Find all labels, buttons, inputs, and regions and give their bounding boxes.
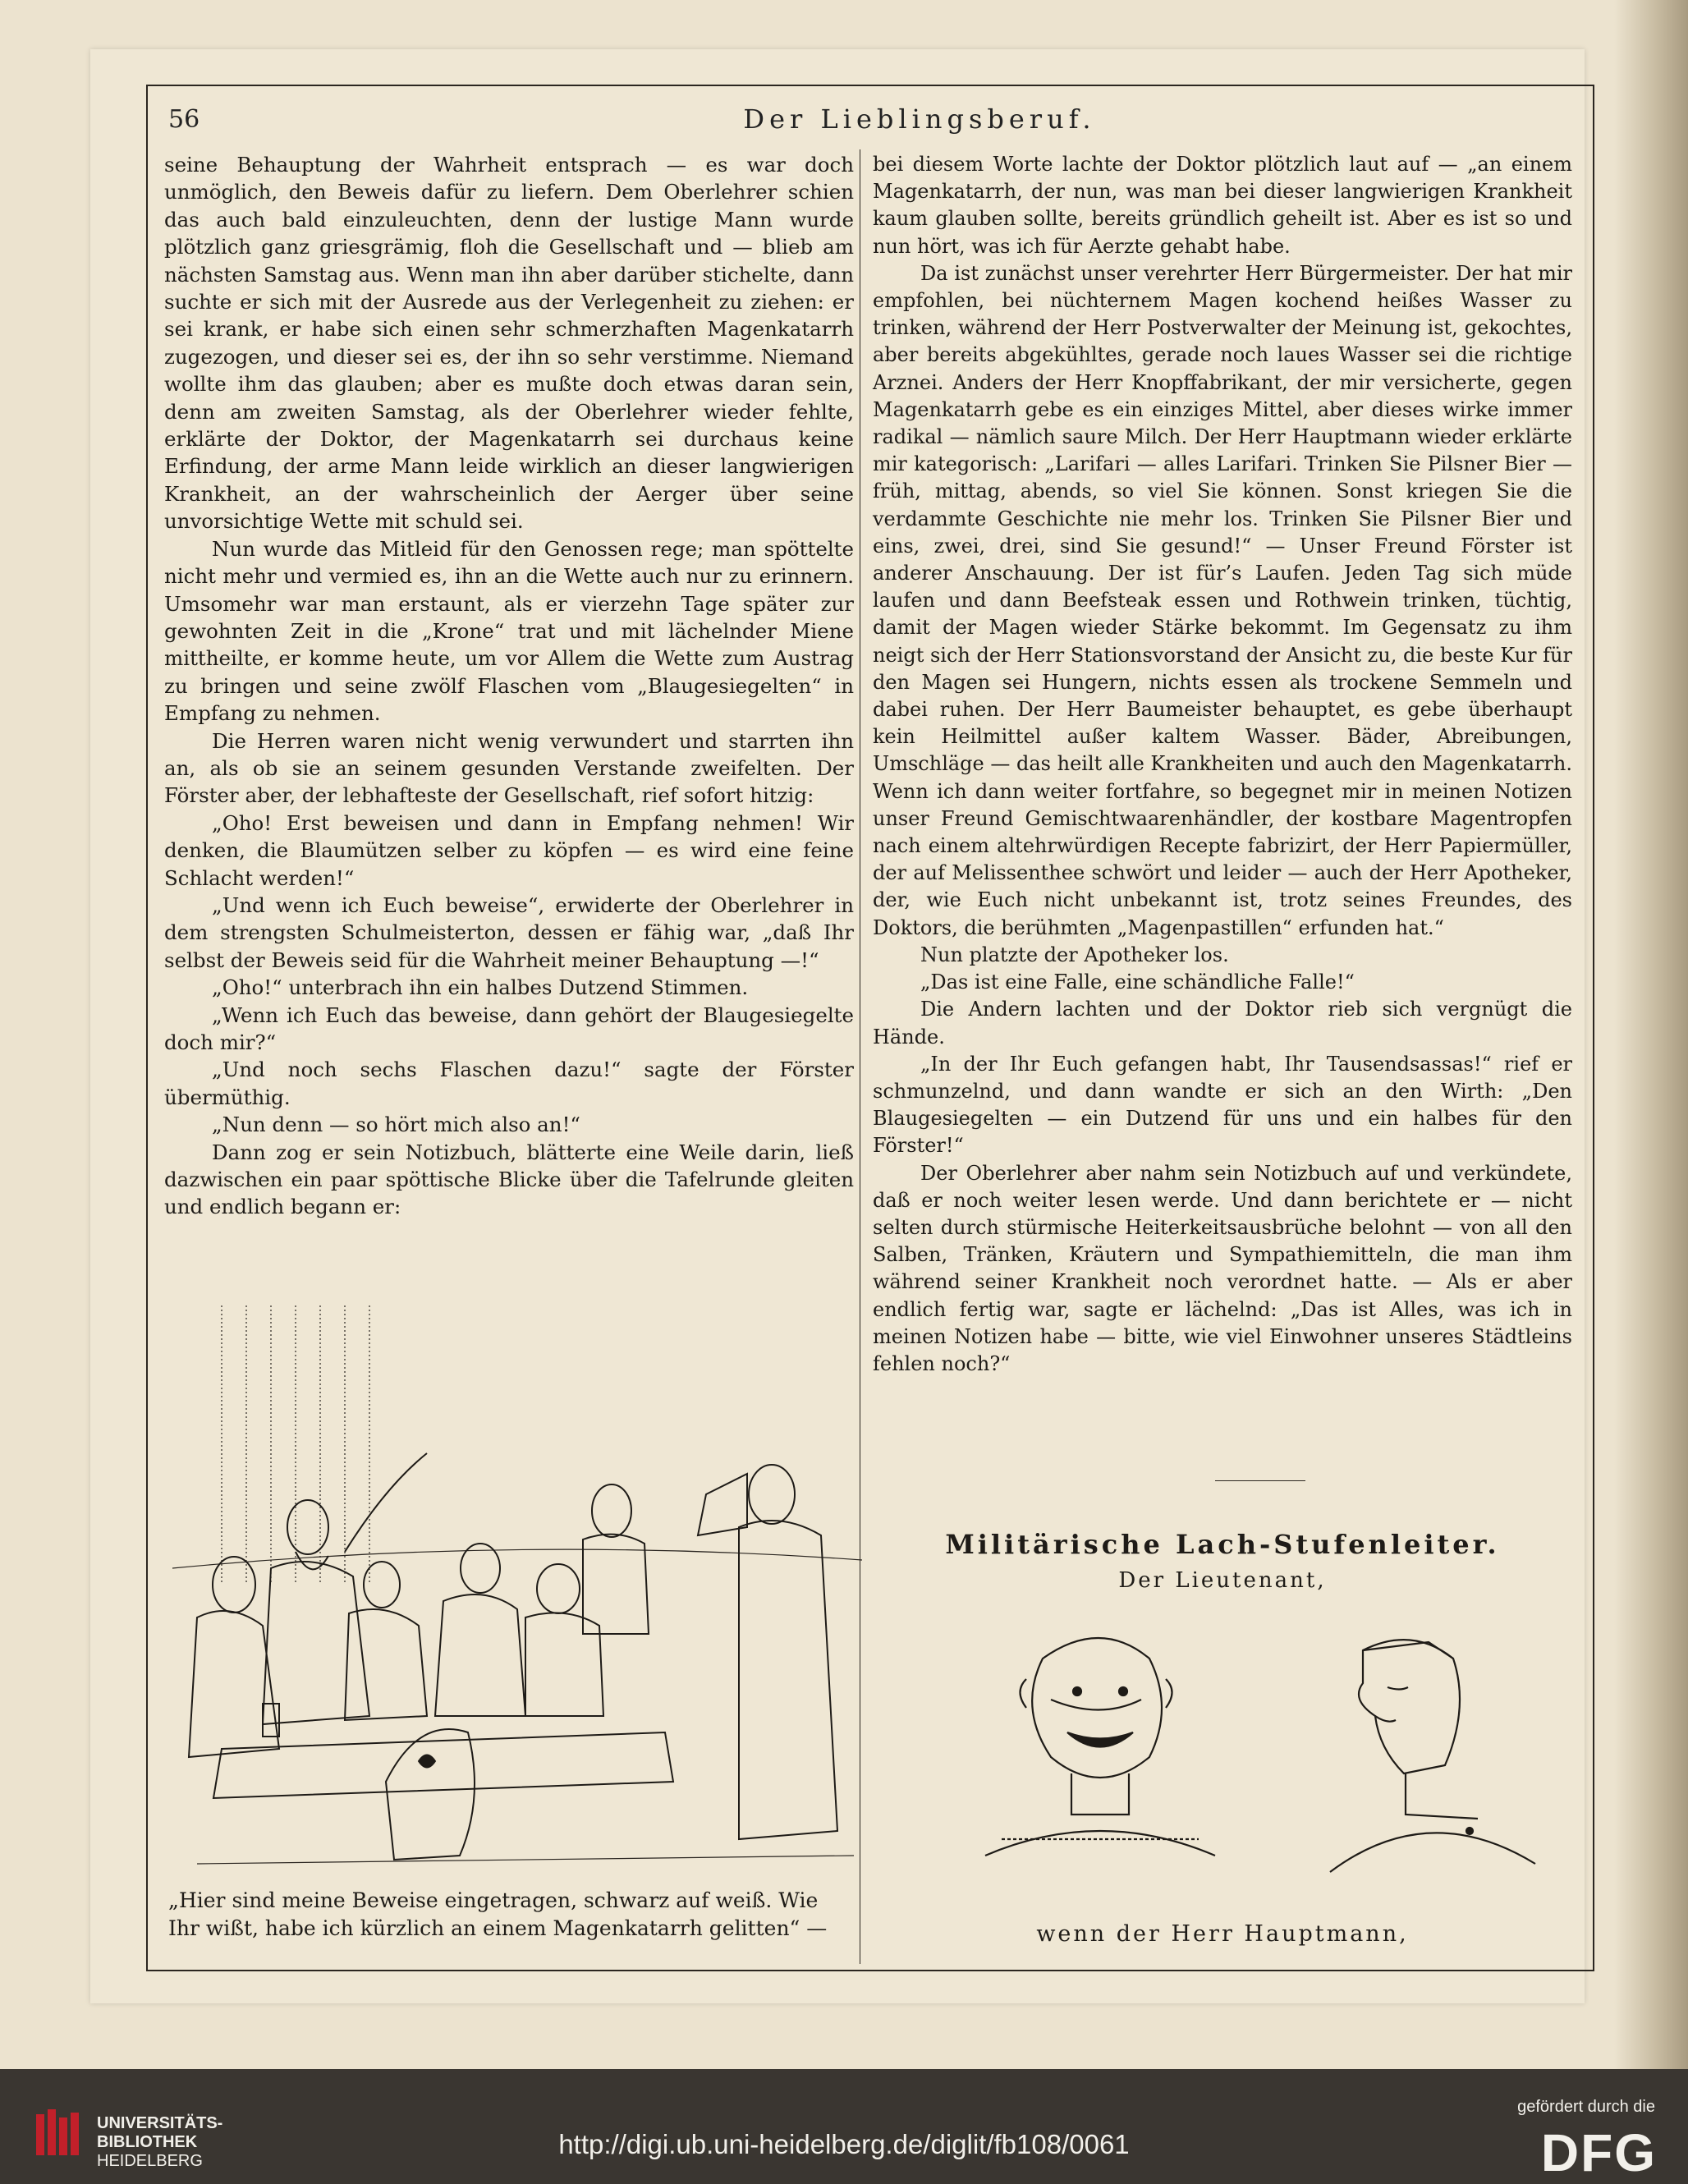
library-name-line: BIBLIOTHEK	[97, 2133, 198, 2151]
dfg-logo: DFG	[1540, 2123, 1657, 2182]
funded-by-label: gefördert durch die	[1517, 2098, 1655, 2116]
running-title: Der Lieblingsberuf.	[743, 103, 1096, 135]
paragraph: Der Oberlehrer aber nahm sein Notizbuch auf und verkündete, daß er noch weiter lesen werde. Und dann berichtete er — nicht selten durch stürmische Heiterkeitsausbrüche belohnt — von all den Salben, Tränken, Kräutern und Sympathiemitteln, die man ihm während seiner Krankheit noch verordnet hatte. — Als er aber endlich fertig war, sagte er lächelnd: „Das ist Alles, was ich in meinen Notizen habe — bitte, wie viel Einwohner unseres Städtleins fehlen noch?“	[873, 1161, 1572, 1375]
paragraph: „Das ist eine Falle, eine schändliche Falle!“	[920, 970, 1355, 994]
left-text-column	[164, 151, 854, 1221]
library-name-line: HEIDELBERG	[97, 2152, 203, 2170]
paragraph: Die Herren waren nicht wenig verwundert und starrten ihn an, als ob sie an seinem gesunden Verstande zweifelten. Der Förster aber, der lebhafteste der Gesellschaft, rief sofort hitzig:	[164, 728, 854, 808]
viewer-footer	[0, 2069, 1688, 2184]
paragraph: „Und wenn ich Euch beweise“, erwiderte der Oberlehrer in dem strengsten Schulmeisterton, dessen er fähig war, „daß Ihr selbst der Beweis seid für die Wahrheit meiner Behauptung —!“	[164, 892, 854, 972]
paragraph: bei diesem Worte lachte der Doktor plötzlich laut auf — „an einem Magenkatarrh, der nun, was man bei dieser langwierigen Krankheit kaum glauben sollte, bereits gründlich geheilt ist. Aber es ist so und nun hört, was ich für Aerzte gehabt habe.	[873, 153, 1572, 258]
book-binding-edge	[1614, 0, 1688, 2069]
section-separator	[1215, 1480, 1305, 1481]
paragraph: „Nun denn — so hört mich also an!“	[212, 1113, 580, 1137]
paragraph: Da ist zunächst unser verehrter Herr Bürgermeister. Der hat mir empfohlen, bei nüchternem Magen kochend heißes Wasser zu trinken, während der Herr Postverwalter der Meinung ist, gekochtes, aber bereits abgekühltes, gerade noch laues Wasser sei die richtige Arznei. Anders der Herr Knopffabrikant, der mir versicherte, gegen Magenkatarrh gebe es ein einziges Mittel, aber dieses wirke immer radikal — nämlich saure Milch. Der Herr Hauptmann wieder erklärte mir kategorisch: „Larifari — alles Larifari. Trinken Sie Pilsner Bier — früh, mittag, abends, so viel Sie können. Sonst kriegen Sie die verdammte Geschichte nie mehr los. Trinken Sie Pilsner Bier und eins, zwei, drei, sind Sie gesund!“ — Unser Freund Förster ist anderer Anschauung. Der ist für’s Laufen. Jeden Tag sich müde laufen und dann Beefsteak essen und Rothwein trinken, tüchtig, damit der Magen wieder Stärke bekommt. Im Gegensatz zu ihm neigt sich der Herr Stationsvorstand der Ansicht zu, die beste Kur für den Magen sei Hungern, nichts essen als trockene Semmeln und dabei ruhen. Der Herr Baumeister behauptet, es gebe überhaupt kein Heilmittel außer kaltem Wasser. Bäder, Abreibungen, Umschläge — das heilt alle Krankheiten und auch den Magenkatarrh. Wenn ich dann weiter fortfahre, so begegnet mir in meinen Notizen unser Freund Gemischtwaarenhändler, der kostbare Magentropfen nach einem altehrwürdigen Recepte fabrizirt, der Herr Papiermüller, der auf Melissenthee schwört und leider — auch der Herr Apotheker, der, wie Euch nicht unbekannt ist, trotz seines Freundes, des Doktors, die berühmten „Magenpastillen“ erfunden hat.“	[873, 261, 1572, 939]
paragraph: „Oho! Erst beweisen und dann in Empfang nehmen! Wir denken, die Blaumützen selber zu köpfen — es wird eine feine Schlacht werden!“	[164, 810, 854, 890]
paragraph: „Oho!“ unterbrach ihn ein halbes Dutzend Stimmen.	[212, 975, 749, 1000]
caption-line: Ihr wißt, habe ich kürzlich an einem Magenkatarrh gelitten“ —	[168, 1916, 828, 1940]
paragraph: „Wenn ich Euch das beweise, dann gehört der Blaugesiegelte doch mir?“	[164, 1003, 854, 1054]
section-subtitle: Der Lieutenant,	[1118, 1568, 1327, 1593]
library-name-line: UNIVERSITÄTS-	[97, 2114, 223, 2132]
page-number: 56	[168, 105, 200, 134]
right-text-column	[873, 151, 1572, 1378]
paragraph: „In der Ihr Euch gefangen habt, Ihr Tausendsassas!“ rief er schmunzelnd, und dann wandte er sich an den Wirth: „Den Blaugesiegelten — ein Dutzend für uns und ein halbes für den Förster!“	[873, 1052, 1572, 1158]
paragraph: „Und noch sechs Flaschen dazu!“ sagte der Förster übermüthig.	[164, 1058, 854, 1109]
paragraph: seine Behauptung der Wahrheit entsprach — es war doch unmöglich, den Beweis dafür zu liefern. Dem Oberlehrer schien das auch bald einzuleuchten, denn der lustige Mann wurde plötzlich ganz griesgrämig, floh die Gesellschaft und — blieb am nächsten Samstag aus. Wenn man ihn aber darüber stichelte, dann suchte er sich mit der Ausrede aus der Verlegenheit zu ziehen: er sei krank, er habe sich einen sehr schmerzhaften Magenkatarrh zugezogen, und dieser sei es, der ihn so sehr verstimme. Niemand wollte ihm das glauben; aber es mußte doch etwas daran sein, denn am zweiten Samstag, als der Oberlehrer wieder fehlte, erklärte der Doktor, der Magenkatarrh sei durchaus keine Erfindung, der arme Mann leide wirklich an dieser langwierigen Krankheit, an der wahrscheinlich der Aerger über seine unvorsichtige Wette mit schuld sei.	[164, 153, 854, 534]
section-title: Militärische Lach-Stufenleiter.	[945, 1529, 1500, 1560]
paragraph: Nun platzte der Apotheker los.	[920, 943, 1229, 966]
tavern-scene-illustration	[172, 1289, 862, 1888]
lieutenant-caricature-illustration	[903, 1609, 1560, 1905]
caricature-caption: wenn der Herr Hauptmann,	[1036, 1921, 1409, 1947]
permalink-url[interactable]: http://digi.ub.uni-heidelberg.de/diglit/fb108/0061	[558, 2129, 1130, 2159]
illustration-caption	[168, 1887, 862, 1943]
paragraph: Nun wurde das Mitleid für den Genossen rege; man spöttelte nicht mehr und vermied es, ihn an die Wette auch nur zu erinnern. Umsomehr war man erstaunt, als er vierzehn Tage später zur gewohnten Zeit in die „Krone“ trat und mit lächelnder Miene mittheilte, er komme heute, um vor Allem die Wette zum Austrag zu bringen und seine zwölf Flaschen vom „Blaugesiegelten“ in Empfang zu nehmen.	[164, 536, 854, 726]
paragraph: Die Andern lachten und der Doktor rieb sich vergnügt die Hände.	[873, 998, 1572, 1048]
caption-line: „Hier sind meine Beweise eingetragen, schwarz auf weiß. Wie	[168, 1888, 819, 1912]
paragraph: Dann zog er sein Notizbuch, blätterte eine Weile darin, ließ dazwischen ein paar spöttische Blicke über die Tafelrunde gleiten und endlich begann er:	[164, 1140, 854, 1219]
